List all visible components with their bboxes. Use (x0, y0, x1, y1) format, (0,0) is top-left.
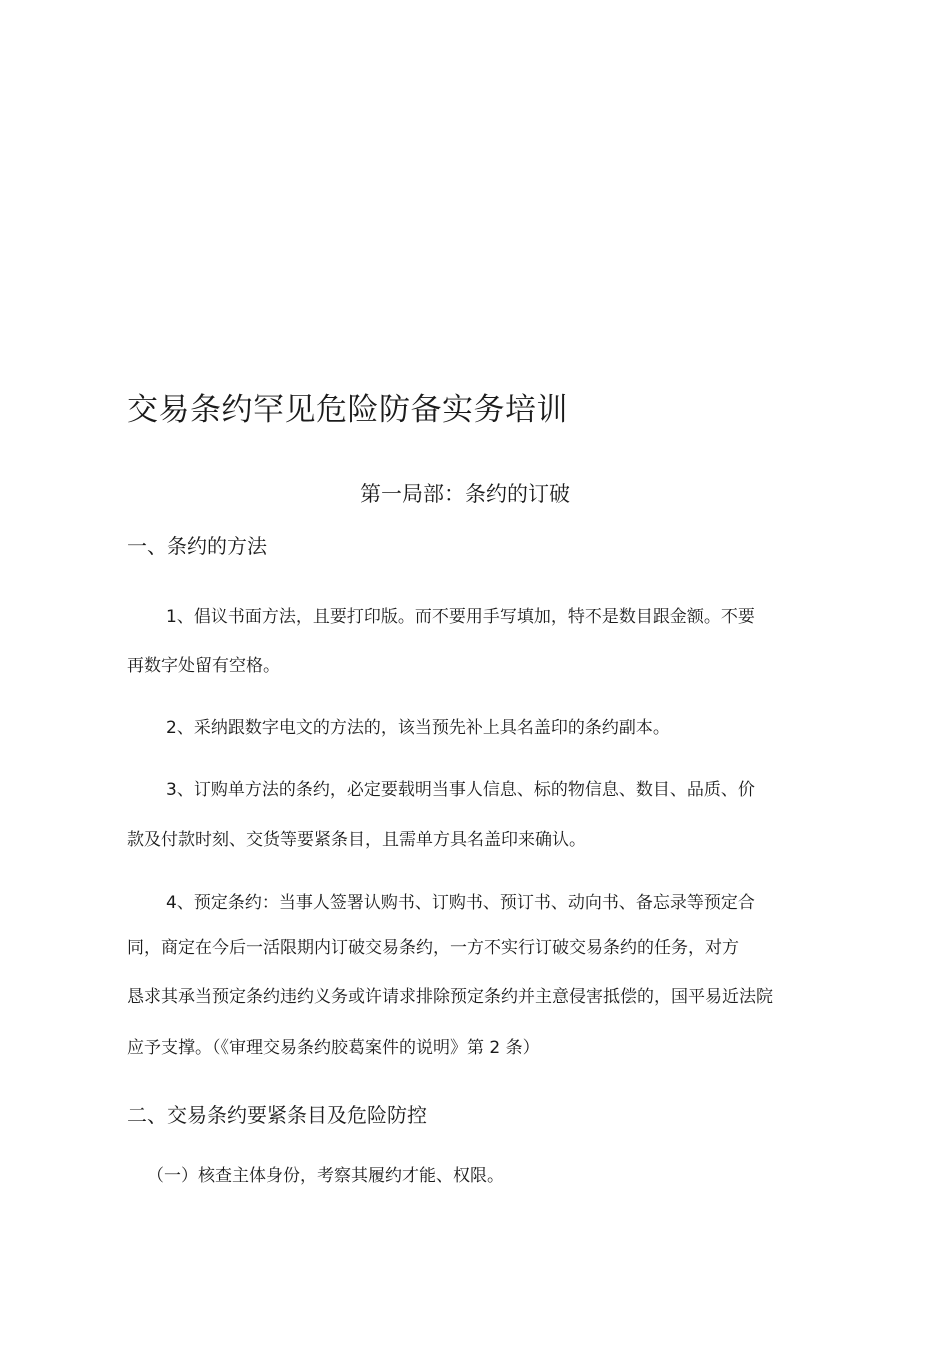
section-heading: 二、交易条约要紧条目及危险防控 (127, 1103, 427, 1127)
paragraph-line: 同，商定在今后一活限期内订破交易条约，一方不实行订破交易条约的任务，对方 (127, 938, 739, 958)
section-heading: 一、条约的方法 (127, 534, 267, 558)
paragraph-line: 恳求其承当预定条约违约义务或许请求排除预定条约并主意侵害抵偿的，国平易近法院 (127, 987, 773, 1007)
paragraph-line: 2、采纳跟数字电文的方法的，该当预先补上具名盖印的条约副本。 (166, 718, 670, 738)
paragraph-line: 3、订购单方法的条约，必定要载明当事人信息、标的物信息、数目、品质、价 (166, 780, 755, 800)
paragraph-line: 1、倡议书面方法，且要打印版。而不要用手写填加，特不是数目跟金额。不要 (166, 607, 755, 627)
paragraph-line: 4、预定条约：当事人签署认购书、订购书、预订书、动向书、备忘录等预定合 (166, 893, 755, 913)
paragraph-line: 款及付款时刻、交货等要紧条目，且需单方具名盖印来确认。 (127, 830, 586, 850)
part-heading: 第一局部：条约的订破 (360, 482, 570, 506)
paragraph-line: 再数字处留有空格。 (127, 656, 280, 676)
subsection-line: （一）核查主体身份，考察其履约才能、权限。 (147, 1166, 504, 1186)
paragraph-line: 应予支撑。（《审理交易条约胶葛案件的说明》第 2 条） (127, 1038, 540, 1058)
document-title: 交易条约罕见危险防备实务培训 (127, 392, 568, 428)
